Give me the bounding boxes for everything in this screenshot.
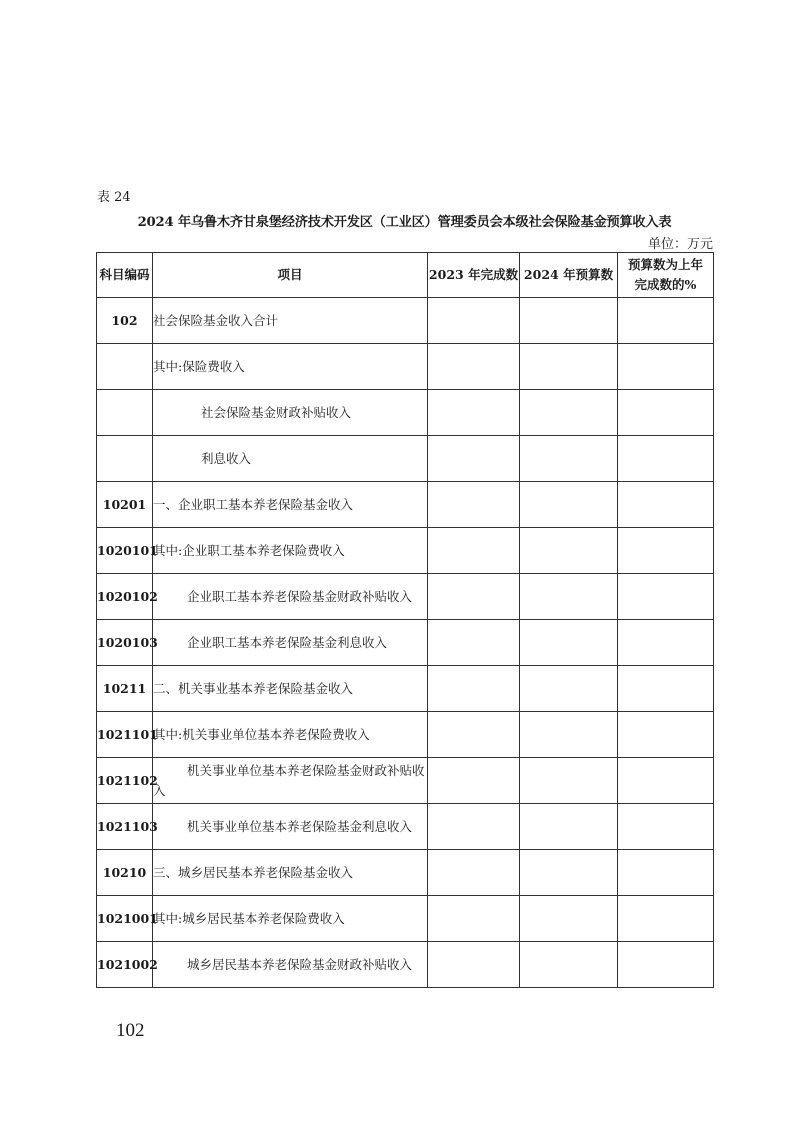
row-budget-2024	[520, 390, 618, 436]
row-code: 1021103	[97, 804, 153, 850]
row-code: 1021101	[97, 712, 153, 758]
row-budget-2024	[520, 298, 618, 344]
table-row	[97, 482, 714, 528]
row-code	[97, 344, 153, 390]
row-budget-2024	[520, 344, 618, 390]
row-code: 1021001	[97, 896, 153, 942]
table-row	[97, 942, 714, 988]
table-row	[97, 850, 714, 896]
row-completed-2023	[428, 574, 520, 620]
row-pct-of-prev	[618, 620, 714, 666]
row-budget-2024	[520, 758, 618, 804]
row-item	[153, 344, 428, 390]
row-pct-of-prev	[618, 528, 714, 574]
row-budget-2024	[520, 482, 618, 528]
row-budget-2024	[520, 850, 618, 896]
row-item	[153, 666, 428, 712]
row-item	[153, 850, 428, 896]
row-pct-of-prev	[618, 666, 714, 712]
row-completed-2023	[428, 712, 520, 758]
row-completed-2023	[428, 482, 520, 528]
row-completed-2023	[428, 942, 520, 988]
row-pct-of-prev	[618, 344, 714, 390]
row-pct-of-prev	[618, 804, 714, 850]
row-item-label: 其中:保险费收入	[153, 358, 245, 374]
row-code: 10201	[97, 482, 153, 528]
row-item-label: 二、机关事业基本养老保险基金收入	[153, 680, 354, 696]
row-completed-2023	[428, 528, 520, 574]
table-row	[97, 896, 714, 942]
row-completed-2023	[428, 620, 520, 666]
row-code: 1021102	[97, 758, 153, 804]
row-item-label: 其中:城乡居民基本养老保险费收入	[153, 910, 345, 926]
row-item	[153, 758, 428, 804]
row-item	[153, 712, 428, 758]
row-code	[97, 436, 153, 482]
table-row	[97, 436, 714, 482]
row-item	[153, 390, 428, 436]
row-pct-of-prev	[618, 574, 714, 620]
row-item-label: 三、城乡居民基本养老保险基金收入	[153, 864, 354, 880]
row-pct-of-prev	[618, 482, 714, 528]
row-code: 10211	[97, 666, 153, 712]
document-title: 2024 年乌鲁木齐甘泉堡经济技术开发区（工业区）管理委员会本级社会保险基金预算收入表	[137, 215, 672, 230]
row-completed-2023	[428, 666, 520, 712]
row-completed-2023	[428, 298, 520, 344]
row-budget-2024	[520, 712, 618, 758]
table-body	[97, 298, 714, 988]
table-row	[97, 528, 714, 574]
table-row	[97, 298, 714, 344]
row-completed-2023	[428, 390, 520, 436]
row-item	[153, 942, 428, 988]
row-pct-of-prev	[618, 896, 714, 942]
row-item	[153, 298, 428, 344]
table-row	[97, 758, 714, 804]
row-item-label: 机关事业单位基本养老保险基金利息收入	[187, 818, 413, 834]
row-item	[153, 528, 428, 574]
row-code: 102	[97, 298, 153, 344]
row-completed-2023	[428, 896, 520, 942]
table-header-row	[97, 253, 714, 298]
header-item: 项目	[153, 253, 428, 298]
row-pct-of-prev	[618, 390, 714, 436]
row-item-label: 一、企业职工基本养老保险基金收入	[153, 496, 354, 512]
row-pct-of-prev	[618, 712, 714, 758]
row-completed-2023	[428, 758, 520, 804]
row-code: 1021002	[97, 942, 153, 988]
row-item-label: 企业职工基本养老保险基金利息收入	[187, 634, 388, 650]
row-code: 1020101	[97, 528, 153, 574]
row-pct-of-prev	[618, 298, 714, 344]
row-budget-2024	[520, 620, 618, 666]
row-code: 1020103	[97, 620, 153, 666]
row-completed-2023	[428, 436, 520, 482]
row-completed-2023	[428, 344, 520, 390]
row-code: 1020102	[97, 574, 153, 620]
row-completed-2023	[428, 850, 520, 896]
row-budget-2024	[520, 942, 618, 988]
row-budget-2024	[520, 436, 618, 482]
row-item	[153, 574, 428, 620]
table-row	[97, 712, 714, 758]
table-row	[97, 620, 714, 666]
row-pct-of-prev	[618, 436, 714, 482]
row-item-label: 机关事业单位基本养老保险基金财政补贴收入	[153, 762, 425, 798]
row-item-label: 企业职工基本养老保险基金财政补贴收入	[187, 588, 413, 604]
row-item-label: 社会保险基金财政补贴收入	[201, 404, 352, 420]
row-pct-of-prev	[618, 942, 714, 988]
row-item-label: 城乡居民基本养老保险基金财政补贴收入	[187, 956, 413, 972]
table-row	[97, 344, 714, 390]
row-item-label: 社会保险基金收入合计	[153, 312, 279, 328]
row-budget-2024	[520, 804, 618, 850]
row-item	[153, 436, 428, 482]
row-item	[153, 896, 428, 942]
row-budget-2024	[520, 574, 618, 620]
header-pct-of-prev: 预算数为上年完成数的%	[618, 253, 714, 298]
header-completed-2023: 2023 年完成数	[428, 253, 520, 298]
row-code	[97, 390, 153, 436]
budget-income-table	[96, 252, 714, 988]
row-pct-of-prev	[618, 758, 714, 804]
page-number: 102	[116, 1020, 145, 1041]
row-code: 10210	[97, 850, 153, 896]
table-row	[97, 666, 714, 712]
row-budget-2024	[520, 666, 618, 712]
row-item	[153, 620, 428, 666]
table-row	[97, 574, 714, 620]
row-item	[153, 804, 428, 850]
row-budget-2024	[520, 528, 618, 574]
row-completed-2023	[428, 804, 520, 850]
row-item-label: 利息收入	[201, 450, 252, 466]
row-item-label: 其中:机关事业单位基本养老保险费收入	[153, 726, 370, 742]
row-budget-2024	[520, 896, 618, 942]
unit-label: 单位：万元	[647, 237, 713, 252]
table-label: 表 24	[97, 190, 131, 205]
row-item	[153, 482, 428, 528]
table-row	[97, 390, 714, 436]
table-row	[97, 804, 714, 850]
header-budget-2024: 2024 年预算数	[520, 253, 618, 298]
header-code: 科目编码	[97, 253, 153, 298]
row-item-label: 其中:企业职工基本养老保险费收入	[153, 542, 345, 558]
row-pct-of-prev	[618, 850, 714, 896]
